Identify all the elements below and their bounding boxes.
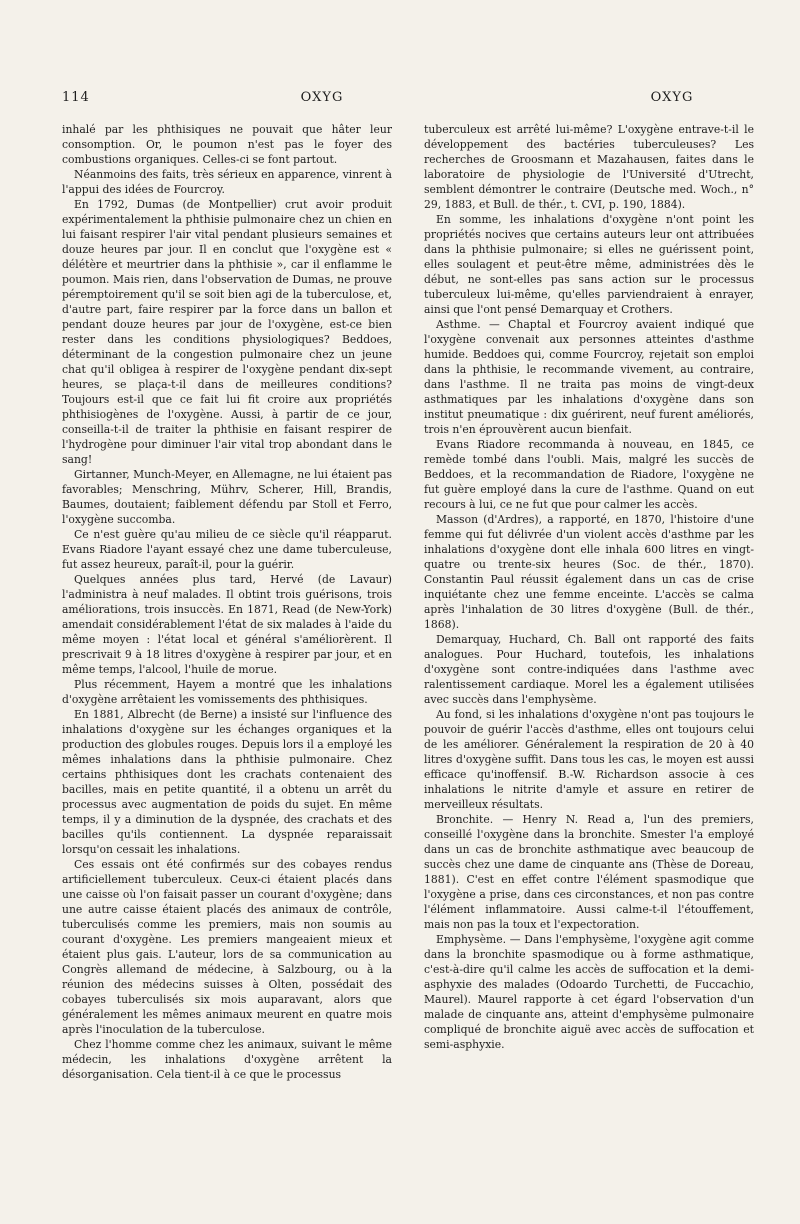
paragraph: Ces essais ont été confirmés sur des cobayes rendus artificiellement tuberculeux. Ceux-ci étaient placés dans une caisse où l'on faisait passer un courant d'oxygène; dans une autre caisse étaient placés des animaux de contrôle, tuberculisés comme les premiers, mais non soumis au courant d'oxygène. Les premiers mangeaient mieux et étaient plus gais. L'auteur, lors de sa communication au Congrès allemand de médecine, à Salzbourg, ou à la réunion des médecins suisses à Olten, possédait des cobayes tuberculisés six mois auparavant, alors que généralement les mêmes animaux meurent en quatre mois après l'inoculation de la tuberculose. (62, 858, 392, 1036)
left-column (62, 122, 392, 1202)
running-header (62, 90, 760, 110)
paragraph: Chez l'homme comme chez les animaux, suivant le même médecin, les inhalations d'oxygène arrêtent la désorganisation. Cela tient-il à ce que le processus (62, 1038, 392, 1081)
paragraph: Demarquay, Huchard, Ch. Ball ont rapporté des faits analogues. Pour Huchard, toutefois, les inhalations d'oxygène sont contre-indiquées dans l'asthme avec ralentissement cardiaque. Morel les a également utilisées avec succès dans l'emphysème. (424, 633, 754, 706)
paragraph: Evans Riadore recommanda à nouveau, en 1845, ce remède tombé dans l'oubli. Mais, malgré les succès de Beddoes, et la recommandation de Riadore, l'oxygène ne fut guère employé dans la cure de l'asthme. Quand on eut recours à lui, ce ne fut que pour calmer les accès. (424, 438, 754, 511)
left-running-title: OXYG (300, 90, 344, 105)
paragraph: Au fond, si les inhalations d'oxygène n'ont pas toujours le pouvoir de guérir l'accès d'asthme, elles ont toujours celui de les améliorer. Généralement la respiration de 20 à 40 litres d'oxygène suffit. Dans tous les cas, le moyen est aussi efficace qu'inoffensif. B.-W. Richardson associe à ces inhalations le nitrite d'amyle et assure en retirer de merveilleux résultats. (424, 708, 754, 811)
paragraph: En somme, les inhalations d'oxygène n'ont point les propriétés nocives que certains auteurs leur ont attribuées dans la phthisie pulmonaire; si elles ne guérissent point, elles soulagent et peut-être même, administrées dès le début, ne sont-elles pas sans action sur le processus tuberculeux lui-même, qu'elles parviendraient à enrayer, ainsi que l'ont pensé Demarquay et Crothers. (424, 213, 754, 316)
paragraph: Néanmoins des faits, très sérieux en apparence, vinrent à l'appui des idées de Fourcroy. (62, 168, 392, 196)
paragraph: Girtanner, Munch-Meyer, en Allemagne, ne lui étaient pas favorables; Menschring, Mührv, Scherer, Hill, Brandis, Baumes, doutaient; faiblement défendu par Stoll et Ferro, l'oxygène succomba. (62, 468, 392, 526)
paragraph-emphyseme: Emphysème. — Dans l'emphysème, l'oxygène agit comme dans la bronchite spasmodique ou à forme asthmatique, c'est-à-dire qu'il calme les accès de suffocation et la demi-asphyxie des malades (Odoardo Turchetti, de Fuccachio, Maurel). Maurel rapporte à cet égard l'observation d'un malade de cinquante ans, atteint d'emphysème pulmonaire compliqué de bronchite aiguë avec accès de suffocation et semi-asphyxie. (424, 933, 754, 1051)
paragraph-asthme: Asthme. — Chaptal et Fourcroy avaient indiqué que l'oxygène convenait aux personnes atteintes d'asthme humide. Beddoes qui, comme Fourcroy, rejetait son emploi dans la phthisie, le recommande vivement, au contraire, dans l'asthme. Il ne traita pas moins de vingt-deux asthmatiques par les inhalations d'oxygène dans son institut pneumatique : dix guérirent, neuf furent améliorés, trois n'en éprouvèrent aucun bienfait. (424, 318, 754, 436)
paragraph: Plus récemment, Hayem a montré que les inhalations d'oxygène arrêtaient les vomissements des phthisiques. (62, 678, 392, 706)
paragraph: En 1792, Dumas (de Montpellier) crut avoir produit expérimentalement la phthisie pulmonaire chez un chien en lui faisant respirer l'air vital pendant plusieurs semaines et douze heures par jour. Il en conclut que l'oxygène est « délétère et meurtrier dans la phthisie », car il enflamme le poumon. Mais rien, dans l'observation de Dumas, ne prouve péremptoirement qu'il se soit bien agi de la tuberculose, et, d'autre part, faire respirer par la force dans un ballon et pendant douze heures par jour de l'oxygène, est-ce bien rester dans les conditions physiologiques? Beddoes, déterminant de la congestion pulmonaire chez un jeune chat qu'il obligea à respirer de l'oxygène pendant dix-sept heures, se plaça-t-il dans de meilleures conditions? Toujours est-il que ce fait lui fit croire aux propriétés phthisiogènes de l'oxygène. Aussi, à partir de ce jour, conseilla-t-il de traiter la phthisie en faisant respirer de l'hydrogène pour diminuer l'air vital trop abondant dans le sang! (62, 198, 392, 466)
paragraph: inhalé par les phthisiques ne pouvait que hâter leur consomption. Or, le poumon n'est pas le foyer des combustions organiques. Celles-ci se font partout. (62, 123, 392, 166)
right-column (424, 122, 754, 1202)
paragraph: En 1881, Albrecht (de Berne) a insisté sur l'influence des inhalations d'oxygène sur les échanges organiques et la production des globules rouges. Depuis lors il a employé les mêmes inhalations dans la phthisie pulmonaire. Chez certains phthisiques dont les crachats contenaient des bacilles, mais en petite quantité, il a obtenu un arrêt du processus avec augmentation de poids du sujet. En même temps, il y a diminution de la dyspnée, des crachats et des bacilles qu'ils contiennent. La dyspnée reparaissait lorsqu'on cessait les inhalations. (62, 708, 392, 856)
paragraph: Ce n'est guère qu'au milieu de ce siècle qu'il réapparut. Evans Riadore l'ayant essayé chez une dame tuberculeuse, fut assez heureux, paraît-il, pour la guérir. (62, 528, 392, 571)
paragraph: Quelques années plus tard, Hervé (de Lavaur) l'administra à neuf malades. Il obtint trois guérisons, trois améliorations, trois insuccès. En 1871, Read (de New-York) amendait considérablement l'état de six malades à l'aide du même moyen : l'état local et général s'améliorèrent. Il prescrivait 9 à 18 litres d'oxygène à respirer par jour, et en même temps, l'alcool, l'huile de morue. (62, 573, 392, 676)
paragraph: Masson (d'Ardres), a rapporté, en 1870, l'histoire d'une femme qui fut délivrée d'un violent accès d'asthme par les inhalations d'oxygène dont elle inhala 600 litres en vingt-quatre ou trente-six heures (Soc. de thér., 1870). Constantin Paul réussit également dans un cas de crise inquiétante chez une femme enceinte. L'accès se calma après l'inhalation de 30 litres d'oxygène (Bull. de thér., 1868). (424, 513, 754, 631)
right-running-title: OXYG (650, 90, 694, 105)
page-number: 114 (62, 90, 90, 105)
paragraph: tuberculeux est arrêté lui-même? L'oxygène entrave-t-il le développement des bactéries tuberculeuses? Les recherches de Groosmann et Mazahausen, faites dans le laboratoire de physiologie de l'Université d'Utrecht, semblent démontrer le contraire (Deutsche med. Woch., n° 29, 1883, et Bull. de thér., t. CVI, p. 190, 1884). (424, 123, 754, 211)
paragraph-bronchite: Bronchite. — Henry N. Read a, l'un des premiers, conseillé l'oxygène dans la bronchite. Smester l'a employé dans un cas de bronchite asthmatique avec beaucoup de succès chez une dame de cinquante ans (Thèse de Doreau, 1881). C'est en effet contre l'élément spasmodique que l'oxygène a prise, dans ces circonstances, et non pas contre l'élément inflammatoire. Aussi calme-t-il l'étouffement, mais non pas la toux et l'expectoration. (424, 813, 754, 931)
